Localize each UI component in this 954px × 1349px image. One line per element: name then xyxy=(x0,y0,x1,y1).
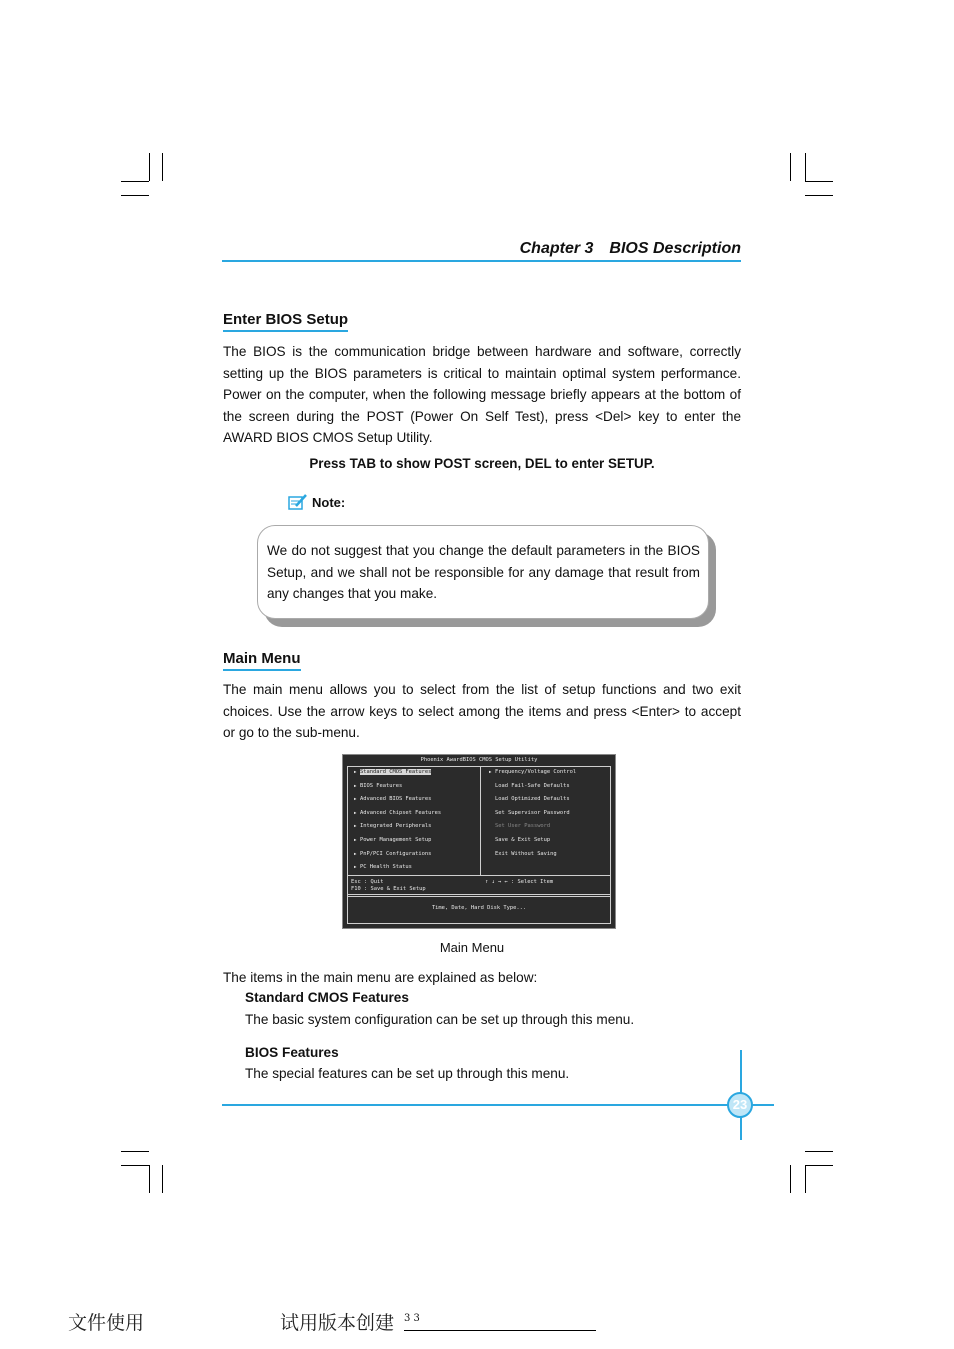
bios-menu-item[interactable] xyxy=(354,769,441,783)
footer-rule xyxy=(222,1104,774,1106)
bios-menu-item[interactable] xyxy=(354,864,441,878)
bios-menu-item-label: Save & Exit Setup xyxy=(495,836,551,843)
bios-menu-item-label: Frequency/Voltage Control xyxy=(495,769,577,775)
submenu-arrow-icon: ▶ xyxy=(354,796,357,802)
note-pencil-icon xyxy=(288,493,308,511)
crop-mark xyxy=(121,1165,149,1166)
item-desc: The special features can be set up through this menu. xyxy=(245,1066,570,1081)
footer-mid-text: 试用版本创建 xyxy=(280,1312,395,1334)
submenu-arrow-icon: ▶ xyxy=(354,769,357,774)
submenu-arrow-icon: ▶ xyxy=(354,782,357,788)
submenu-arrow-icon: ▶ xyxy=(354,809,357,815)
crop-mark xyxy=(805,195,833,196)
bios-divider xyxy=(480,767,481,875)
crop-mark xyxy=(162,1165,163,1193)
section-label: BIOS Description xyxy=(609,240,741,257)
chapter-label: Chapter 3 xyxy=(519,240,594,257)
bios-menu-item[interactable] xyxy=(354,796,441,810)
page-header xyxy=(222,240,741,258)
bios-menu-item-label: Integrated Peripherals xyxy=(360,823,432,830)
bios-menu-item[interactable] xyxy=(489,796,576,810)
page-number: 23 xyxy=(727,1092,753,1118)
bios-right-menu xyxy=(489,769,576,864)
crop-mark xyxy=(805,1165,806,1193)
crop-mark xyxy=(149,1165,150,1193)
bios-menu-item[interactable] xyxy=(489,810,576,824)
bios-menu-item-label: Standard CMOS Features xyxy=(360,769,432,775)
bios-menu-item[interactable] xyxy=(354,783,441,797)
submenu-arrow-icon: ▶ xyxy=(489,769,492,774)
item-title: Standard CMOS Features xyxy=(245,990,409,1005)
bios-menu-item-label: Load Optimized Defaults xyxy=(495,796,570,803)
bios-title: Phoenix AwardBIOS CMOS Setup Utility xyxy=(420,757,538,763)
footer-number: 3 3 xyxy=(404,1313,420,1324)
bios-menu-item[interactable] xyxy=(489,823,576,837)
bios-menu-item[interactable] xyxy=(489,837,576,851)
submenu-arrow-icon: ▶ xyxy=(354,864,357,870)
bios-status-line: Time, Date, Hard Disk Type... xyxy=(431,905,527,911)
item-desc: The basic system configuration can be set up through this menu. xyxy=(245,1012,635,1027)
note-label xyxy=(288,493,345,511)
main-menu-intro: The items in the main menu are explained as below: xyxy=(223,970,538,985)
bios-menu-item[interactable] xyxy=(354,810,441,824)
bios-menu-item[interactable] xyxy=(489,783,576,797)
bios-menu-item-label: BIOS Features xyxy=(360,782,403,789)
bios-left-menu xyxy=(354,769,441,878)
bios-help-quit: Esc : Quit xyxy=(351,879,384,885)
bios-menu-item[interactable] xyxy=(489,769,576,783)
bios-menu-item-label: Load Fail-Safe Defaults xyxy=(495,782,570,789)
bios-menu-item[interactable] xyxy=(354,837,441,851)
crop-mark xyxy=(805,181,833,182)
crop-mark xyxy=(790,1165,791,1193)
crop-mark xyxy=(805,153,806,181)
submenu-arrow-icon: ▶ xyxy=(354,823,357,829)
bios-divider xyxy=(348,894,610,895)
footer-left-text: 文件使用 xyxy=(68,1312,145,1334)
crop-mark xyxy=(805,1151,833,1152)
crop-mark xyxy=(805,1165,833,1166)
submenu-arrow-icon: ▶ xyxy=(354,850,357,856)
submenu-arrow-icon: ▶ xyxy=(354,836,357,842)
bios-menu-item-label: Exit Without Saving xyxy=(495,850,557,857)
bios-menu-item-label: Set User Password xyxy=(495,823,551,830)
figure-caption: Main Menu xyxy=(439,940,505,955)
bios-menu-item[interactable] xyxy=(354,851,441,865)
bios-screenshot xyxy=(342,754,616,929)
bios-help-keys xyxy=(351,879,426,892)
crop-mark xyxy=(121,195,149,196)
bios-help-select: ↑ ↓ → ← : Select Item xyxy=(485,879,554,885)
note-label-text: Note: xyxy=(312,494,346,510)
note-box: We do not suggest that you change the default parameters in the BIOS Setup, and we shall not be responsible for any damage that result from any changes that you make. xyxy=(257,525,709,619)
item-title: BIOS Features xyxy=(245,1045,339,1060)
crop-mark xyxy=(121,181,149,182)
crop-mark xyxy=(121,1151,149,1152)
main-menu-heading: Main Menu xyxy=(223,650,301,671)
enter-bios-paragraph: The BIOS is the communication bridge between hardware and software, correctly setting up the BIOS parameters is critical to maintain optimal system performance. Power on the computer, when the following message briefly appears at the bottom of the screen during the POST (Power On Self Test), press <Del> key to enter the AWARD BIOS CMOS Setup Utility. xyxy=(223,344,741,446)
main-menu-paragraph: The main menu allows you to select from the list of setup functions and two exit choices. Use the arrow keys to select among the items and press <Enter> to accept or go to the sub-menu. xyxy=(223,682,741,741)
enter-bios-heading: Enter BIOS Setup xyxy=(223,311,348,332)
bios-menu-item-label: Set Supervisor Password xyxy=(495,809,570,816)
bios-help-save: F10 : Save & Exit Setup xyxy=(351,885,426,892)
crop-mark xyxy=(149,153,150,181)
footer-underline xyxy=(404,1330,596,1331)
bios-menu-item-label: Power Management Setup xyxy=(360,836,432,843)
bios-divider xyxy=(348,896,610,897)
bios-menu-item[interactable] xyxy=(354,823,441,837)
header-rule xyxy=(222,260,741,262)
crop-mark xyxy=(162,153,163,181)
bios-menu-item[interactable] xyxy=(489,851,576,865)
crop-mark xyxy=(790,153,791,181)
bios-menu-item-label: Advanced Chipset Features xyxy=(360,809,442,816)
bios-menu-item-label: PC Health Status xyxy=(360,864,412,871)
post-message: Press TAB to show POST screen, DEL to enter SETUP. xyxy=(309,456,655,471)
bios-menu-item-label: Advanced BIOS Features xyxy=(360,796,432,803)
bios-menu-item-label: PnP/PCI Configurations xyxy=(360,850,432,857)
